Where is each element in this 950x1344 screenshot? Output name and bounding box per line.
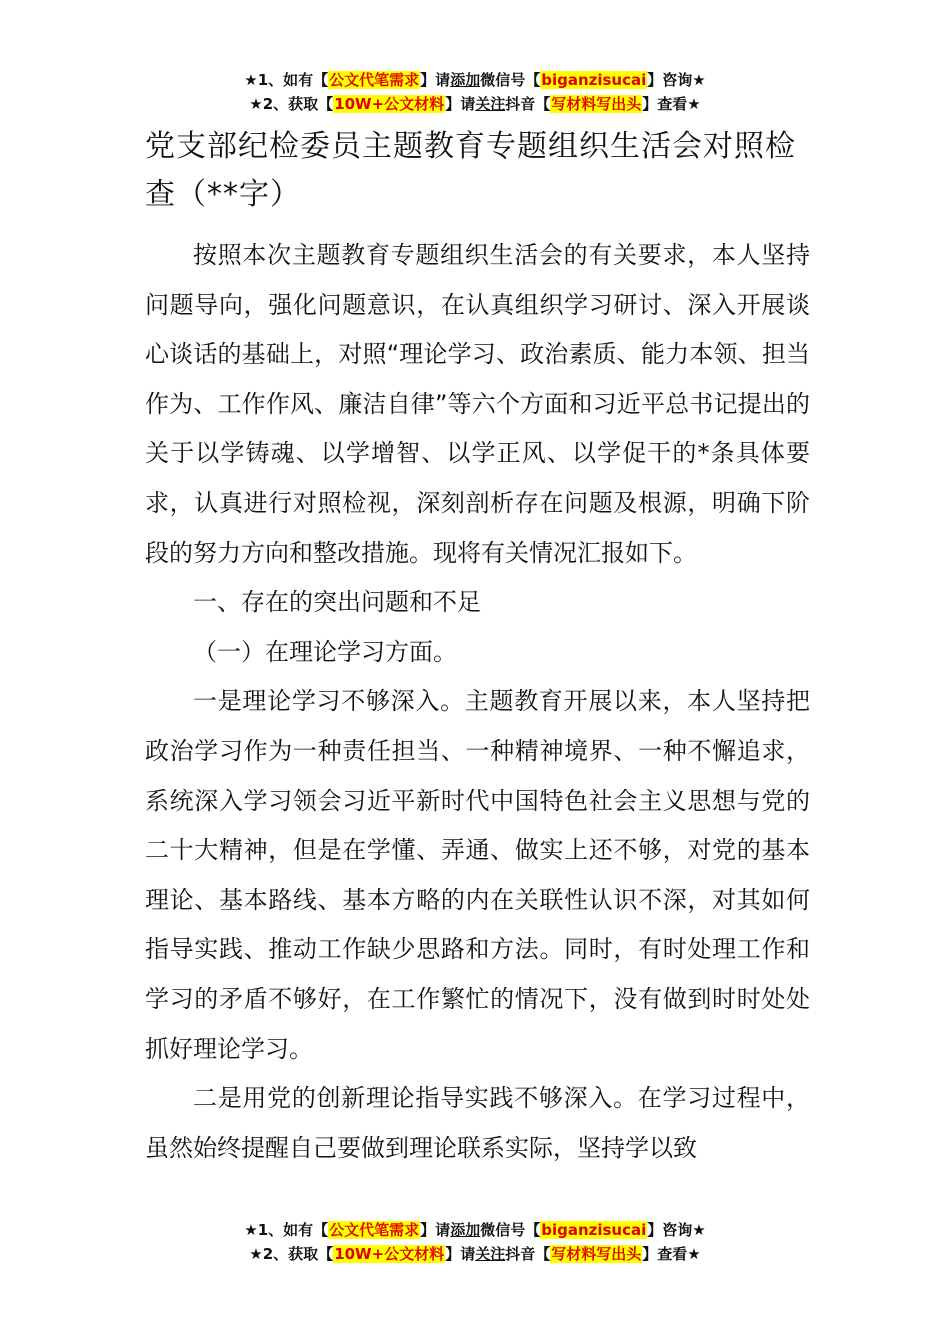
promo-highlight: biganzisucai — [541, 71, 647, 89]
promo-text: ★1、如有【 — [244, 1221, 329, 1239]
promo-text: ★1、如有【 — [244, 71, 329, 89]
promo-highlight: 公文代笔需求 — [329, 1221, 420, 1239]
promo-text: 】请 — [445, 1245, 476, 1263]
promo-text: 】咨询★ — [647, 1221, 706, 1239]
promo-highlight: 写材料写出头 — [551, 1245, 642, 1263]
promo-text: 】查看★ — [642, 95, 701, 113]
promo-underlined-text: 关注 — [475, 1245, 506, 1263]
promo-highlight: 公文代笔需求 — [329, 71, 420, 89]
promo-text: 】请 — [445, 95, 476, 113]
promo-text: ★2、获取【 — [249, 95, 334, 113]
promo-text: 微信号【 — [480, 1221, 541, 1239]
point-paragraph-2: 二是用党的创新理论指导实践不够深入。在学习过程中，虽然始终提醒自己要做到理论联系实际，坚持学以致 — [145, 1084, 810, 1162]
document-text — [145, 231, 810, 1173]
promo-highlight: 10W+公文材料 — [334, 1245, 445, 1263]
promo-underlined-text: 添加 — [450, 71, 481, 89]
document-body — [145, 123, 810, 1173]
promo-underlined-text: 添加 — [450, 1221, 481, 1239]
promo-underlined-text: 关注 — [475, 95, 506, 113]
document-title: 党支部纪检委员主题教育专题组织生活会对照检查（**字） — [145, 129, 796, 212]
promo-line-2 — [0, 1242, 950, 1266]
promo-text: 微信号【 — [480, 71, 541, 89]
promo-highlight: biganzisucai — [541, 1221, 647, 1239]
promo-line-1 — [0, 1218, 950, 1242]
section-heading: 一、存在的突出问题和不足 — [193, 588, 481, 617]
promo-banner-top — [0, 68, 950, 116]
promo-text: 】请 — [420, 1221, 451, 1239]
promo-highlight: 写材料写出头 — [551, 95, 642, 113]
promo-text: 抖音【 — [505, 95, 551, 113]
promo-text: 】咨询★ — [647, 71, 706, 89]
promo-text: 抖音【 — [505, 1245, 551, 1263]
intro-paragraph: 按照本次主题教育专题组织生活会的有关要求，本人坚持问题导向，强化问题意识，在认真组织学习研讨、深入开展谈心谈话的基础上，对照“理论学习、政治素质、能力本领、担当作为、工作作风、廉洁自律”等六个方面和习近平总书记提出的关于以学铸魂、以学增智、以学正风、以学促干的*条具体要求，认真进行对照检视，深刻剖析存在问题及根源，明确下阶段的努力方向和整改措施。现将有关情况汇报如下。 — [145, 241, 810, 567]
subsection-heading: （一）在理论学习方面。 — [193, 637, 457, 666]
promo-highlight: 10W+公文材料 — [334, 95, 445, 113]
promo-text: 】请 — [420, 71, 451, 89]
promo-text: 】查看★ — [642, 1245, 701, 1263]
promo-line-2 — [0, 92, 950, 116]
promo-banner-bottom — [0, 1218, 950, 1266]
point-paragraph-1: 一是理论学习不够深入。主题教育开展以来，本人坚持把政治学习作为一种责任担当、一种精神境界、一种不懈追求，系统深入学习领会习近平新时代中国特色社会主义思想与党的二十大精神，但是在学懂、弄通、做实上还不够，对党的基本理论、基本路线、基本方略的内在关联性认识不深，对其如何指导实践、推动工作缺少思路和方法。同时，有时处理工作和学习的矛盾不够好，在工作繁忙的情况下，没有做到时时处处抓好理论学习。 — [145, 687, 810, 1063]
promo-text: ★2、获取【 — [249, 1245, 334, 1263]
promo-line-1 — [0, 68, 950, 92]
